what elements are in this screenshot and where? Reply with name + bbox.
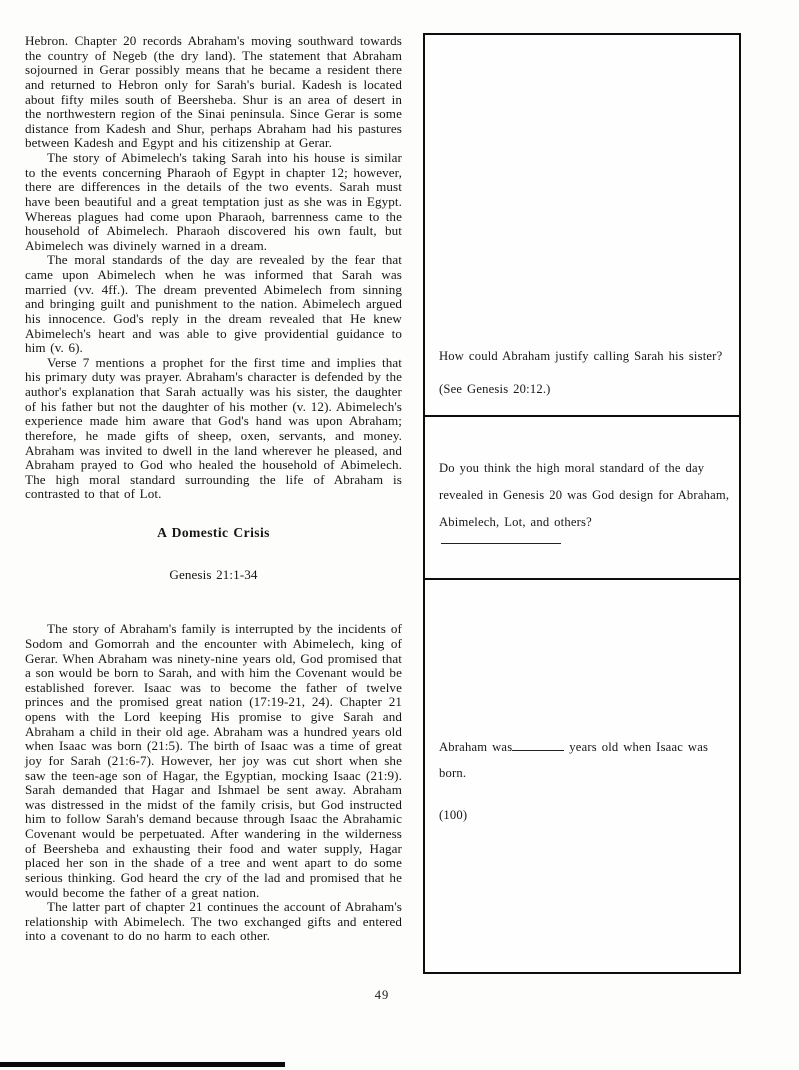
question-text: How could Abraham justify calling Sarah his sister? [439, 349, 723, 363]
workbook-cell-2 [425, 415, 739, 578]
answer-blank-rule [441, 543, 561, 544]
workbook-cell-3 [425, 578, 739, 972]
question-text: Abimelech, Lot, and others? [439, 515, 592, 529]
paragraph: The story of Abimelech's taking Sarah into his house is similar to the events concerning Pharaoh of Egypt in chapter 12; however, there are differences in the details of the two events. Sarah must have been beautiful and a great temptation just as she was in Egypt. Whereas plagues had come upon Pharaoh, barrenness came to the household of Abimelech. Pharaoh discovered his own fault, but Abimelech was divinely warned in a dream. [25, 150, 402, 253]
section-heading: A Domestic Crisis [157, 525, 270, 540]
workbook-answer-box [423, 33, 741, 974]
fill-in-text-post: years old when Isaac was [569, 740, 709, 754]
paragraph: The moral standards of the day are revealed by the fear that came upon Abimelech when he was informed that Sarah was married (vv. 4ff.). The dream prevented Abimelech from sinning and bringing guilt and punishment to the nation. Abimelech argued his innocence. God's reply in the dream revealed that He knew Abimelech's heart and was able to give providential guidance to him (v. 6). [25, 252, 402, 356]
bottom-margin-rule [0, 1062, 285, 1067]
page-number: 49 [374, 988, 390, 1002]
fill-in-sentence-continued: born. [439, 766, 467, 780]
answer-key-value: (100) [439, 808, 468, 822]
scripture-reference: Genesis 21:1-34 [169, 566, 258, 582]
paragraph: Verse 7 mentions a prophet for the first time and implies that his primary duty was prayer. Abraham's character is defended by the author's explanation that Sarah actually was his sister, the daughter of his father but not the daughter of his mother (v. 12). Abimelech's experience made him aware that God's hand was upon Abraham; therefore, he made gifts of sheep, oxen, servants, and money. Abraham was invited to dwell in the land wherever he pleased, and Abraham prayed to God who healed the household of Abimelech. The high moral standard surrounding the life of Abraham is contrasted to that of Lot. [25, 354, 403, 502]
fill-in-sentence [439, 740, 729, 755]
paragraph: The latter part of chapter 21 continues the account of Abraham's relationship with Abimelech. The two exchanged gifts and entered into a covenant to do no harm to each other. [25, 899, 402, 944]
question-text: revealed in Genesis 20 was God design for Abraham, [439, 488, 730, 502]
body-text-column [25, 34, 402, 944]
fill-in-text-pre: Abraham was [439, 740, 513, 754]
workbook-cell-1 [425, 35, 739, 415]
scripture-reference: (See Genesis 20:12.) [439, 382, 551, 396]
paragraph: Hebron. Chapter 20 records Abraham's moving southward towards the country of Negeb (the dry land). The statement that Abraham sojourned in Gerar possibly means that he became a resident there and returned to Hebron only for Sarah's burial. Kadesh is located about fifty miles south of Beersheba. Shur is an area of desert in the northwestern region of the Sinai peninsula. Since Gerar is some distance from Kadesh and Shur, perhaps Abraham had his pastures between Kadesh and Egypt and his citizenship at Gerar. [25, 33, 402, 151]
question-text: Do you think the high moral standard of the day [439, 461, 705, 475]
paragraph: The story of Abraham's family is interrupted by the incidents of Sodom and Gomorrah and the encounter with Abimelech, king of Gerar. When Abraham was ninety-nine years old, God promised that a son would be born to Sarah, and with him the Covenant would be established forever. Isaac was to become the father of twelve princes and the promised great nation (17:19-21, 24). Chapter 21 opens with the Lord keeping His promise to give Sarah and Abraham a child in their old age. Abraham was a hundred years old when Isaac was born (21:5). The birth of Isaac was a time of great joy for Sarah (21:6-7). However, her joy was cut short when she saw the teen-age son of Hagar, the Egyptian, mocking Isaac (21:9). Sarah demanded that Hagar and Ishmael be sent away. Abraham was distressed in the midst of the family crisis, but God instructed him to follow Sarah's demand because through Isaac the Abrahamic Covenant would be perpetuated. After wandering in the wilderness of Beersheba and exhausting their food and water supply, Hagar placed her son in the shade of a tree and went apart to do some serious thinking. God heard the cry of the lad and promised that he would become the father of a great nation. [25, 621, 402, 900]
fill-in-blank [512, 740, 564, 751]
